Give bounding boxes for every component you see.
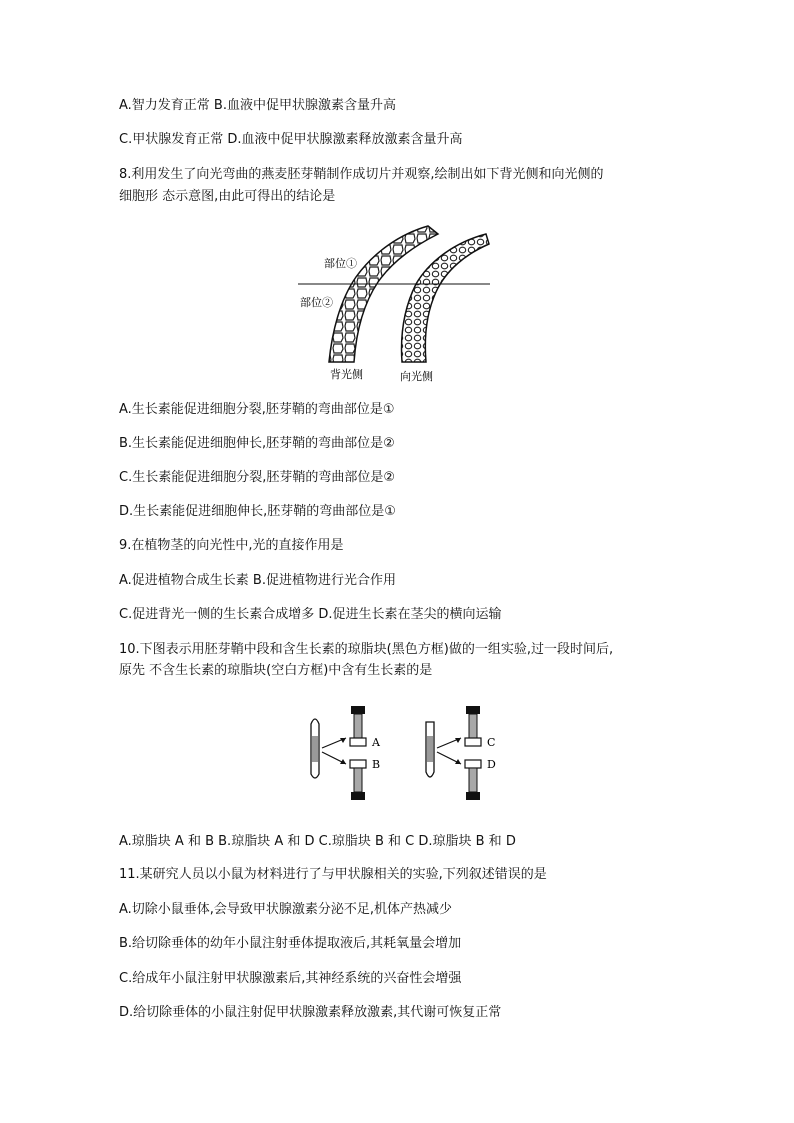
- q10-stem-line-2: 原先 不含生长素的琼脂块(空白方框)中含有生长素的是: [119, 663, 433, 678]
- segment-c: [469, 714, 477, 738]
- label-site-1: 部位①: [324, 257, 357, 270]
- label-b: B: [372, 758, 381, 771]
- label-back-side: 背光侧: [330, 368, 363, 381]
- agar-block-black-top-left: [351, 706, 365, 714]
- q11-stem: 11.某研究人员以小鼠为材料进行了与甲状腺相关的实验,下列叙述错误的是: [119, 867, 547, 882]
- coleoptile-cell-figure: [296, 222, 496, 384]
- segment-d: [469, 768, 477, 792]
- agar-block-a: [350, 738, 366, 746]
- agar-block-d: [465, 760, 481, 768]
- agar-block-black-bottom-left: [351, 792, 365, 800]
- q8-option-c: C.生长素能促进细胞分裂,胚芽鞘的弯曲部位是②: [119, 470, 395, 485]
- agar-block-black-bottom-right: [466, 792, 480, 800]
- auxin-agar-experiment-figure: [304, 702, 504, 806]
- q10-options: A.琼脂块 A 和 B B.琼脂块 A 和 D C.琼脂块 B 和 C D.琼脂块 B 和 D: [119, 834, 516, 849]
- agar-block-b: [350, 760, 366, 768]
- right-experiment: [426, 706, 496, 800]
- q10-stem-line-1: 10.下图表示用胚芽鞘中段和含生长素的琼脂块(黑色方框)做的一组实验,过一段时间后,: [119, 642, 614, 657]
- label-light-side: 向光侧: [400, 370, 433, 383]
- agar-block-c: [465, 738, 481, 746]
- agar-block-black-top-right: [466, 706, 480, 714]
- label-c: C: [487, 736, 496, 749]
- q8-stem-line-2: 细胞形 态示意图,由此可得出的结论是: [119, 189, 336, 204]
- q8-option-b: B.生长素能促进细胞伸长,胚芽鞘的弯曲部位是②: [119, 436, 395, 451]
- q11-option-a: A.切除小鼠垂体,会导致甲状腺激素分泌不足,机体产热减少: [119, 902, 453, 917]
- q9-option-cd: C.促进背光一侧的生长素合成增多 D.促进生长素在茎尖的横向运输: [119, 607, 502, 622]
- light-side-section: [402, 234, 489, 362]
- segment-b: [354, 768, 362, 792]
- q8-option-d: D.生长素能促进细胞伸长,胚芽鞘的弯曲部位是①: [119, 504, 396, 519]
- q11-option-b: B.给切除垂体的幼年小鼠注射垂体提取液后,其耗氧量会增加: [119, 936, 462, 951]
- label-d: D: [487, 758, 496, 771]
- q7-option-ab: A.智力发育正常 B.血液中促甲状腺激素含量升高: [119, 98, 396, 113]
- q8-stem-line-1: 8.利用发生了向光弯曲的燕麦胚芽鞘制作成切片并观察,绘制出如下背光侧和向光侧的: [119, 167, 604, 182]
- label-a: A: [372, 736, 380, 749]
- right-coleoptile-inner: [427, 736, 433, 762]
- q9-stem: 9.在植物茎的向光性中,光的直接作用是: [119, 538, 344, 553]
- left-experiment: [311, 706, 381, 800]
- q9-option-ab: A.促进植物合成生长素 B.促进植物进行光合作用: [119, 573, 396, 588]
- label-site-2: 部位②: [300, 296, 333, 309]
- q7-option-cd: C.甲状腺发育正常 D.血液中促甲状腺激素释放激素含量升高: [119, 132, 463, 147]
- q11-option-c: C.给成年小鼠注射甲状腺激素后,其神经系统的兴奋性会增强: [119, 971, 462, 986]
- left-coleoptile-inner: [312, 736, 318, 762]
- q11-option-d: D.给切除垂体的小鼠注射促甲状腺激素释放激素,其代谢可恢复正常: [119, 1005, 502, 1020]
- segment-a: [354, 714, 362, 738]
- q8-option-a: A.生长素能促进细胞分裂,胚芽鞘的弯曲部位是①: [119, 402, 395, 417]
